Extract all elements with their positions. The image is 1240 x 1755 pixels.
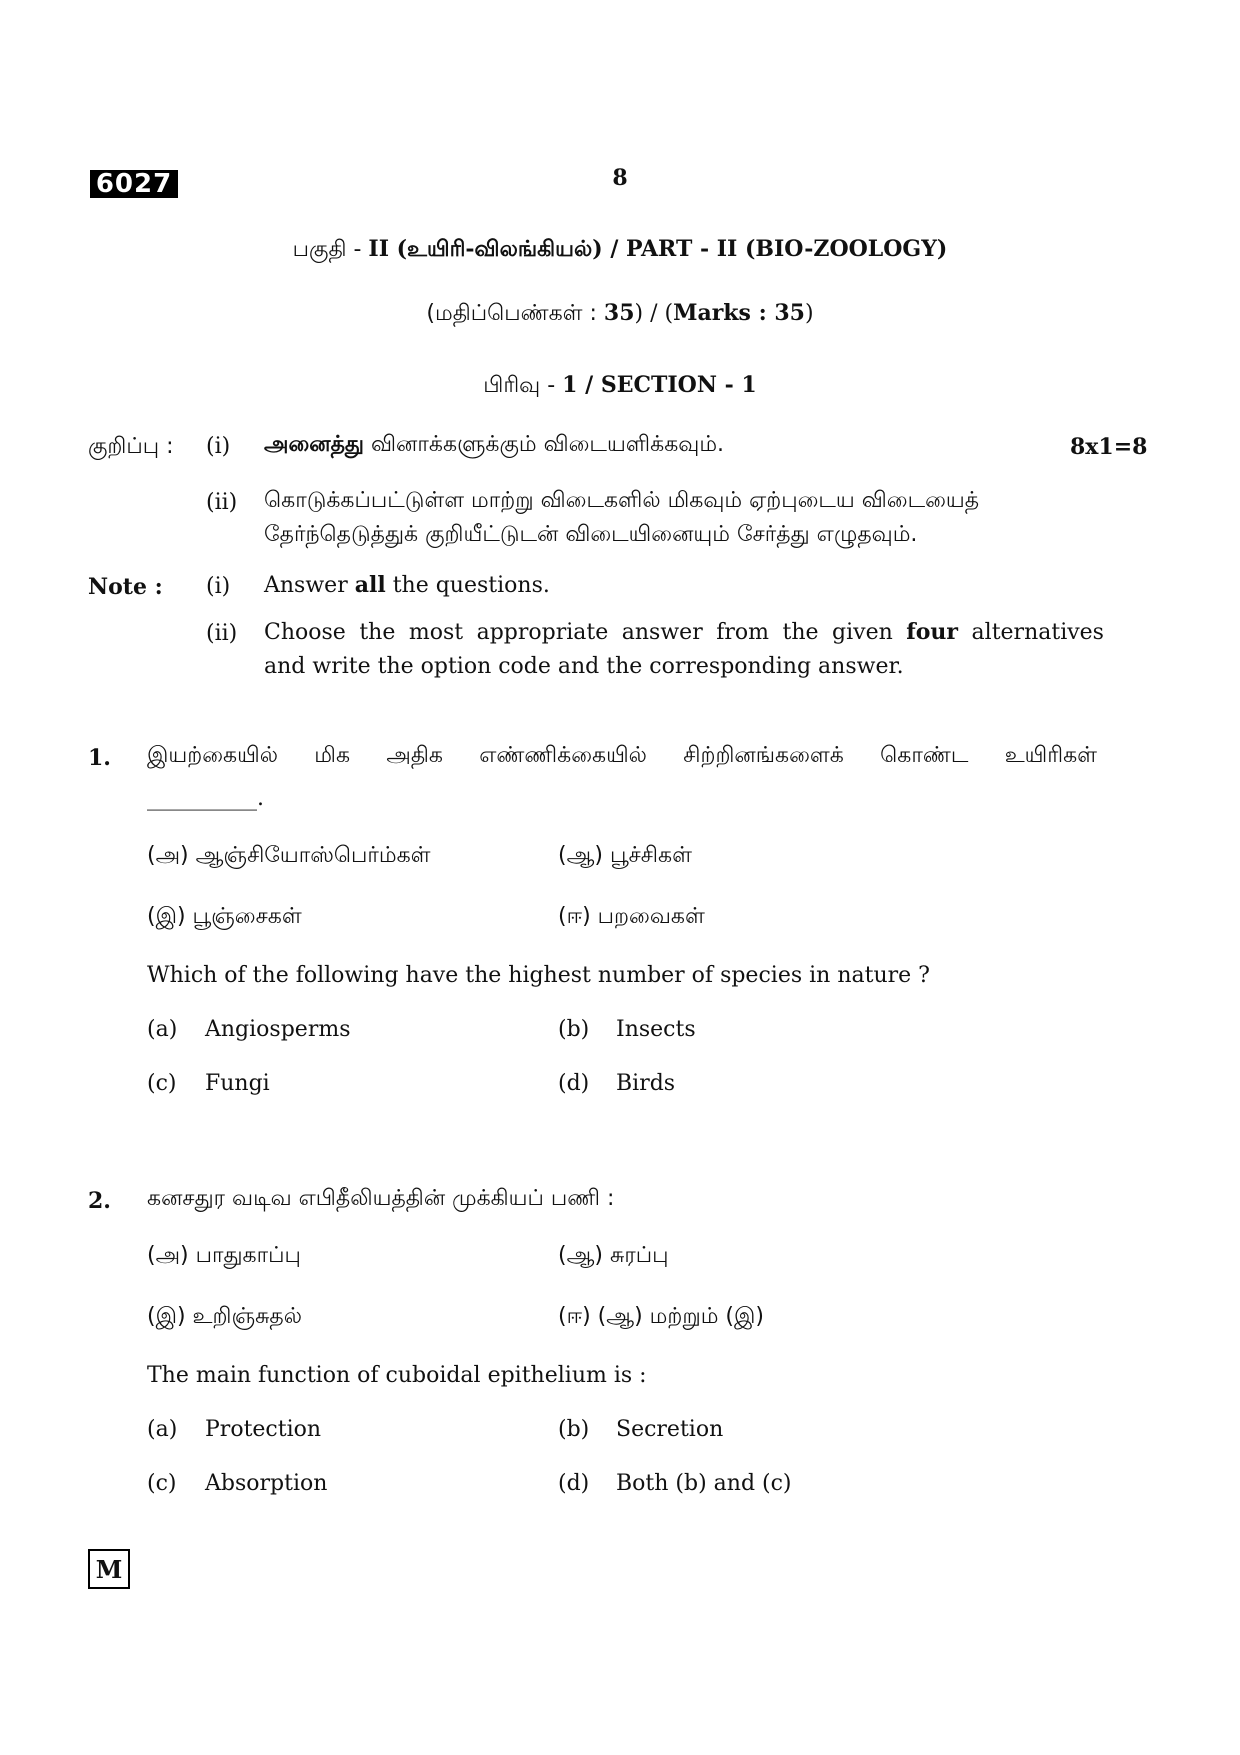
option-text: Angiosperms [205,1017,351,1042]
note-ta-i-text [264,428,724,462]
option-letter: (a) [147,1417,178,1442]
option-en-c [147,1071,270,1096]
marks-ta: (மதிப்பெண்கள் : [426,301,604,326]
note-en-label: Note : [88,574,163,600]
option-text: Secretion [616,1417,724,1442]
option-ta-a: (அ) ஆஞ்சியோஸ்பெர்ம்கள் [147,843,431,868]
note-ta-ii-text [264,484,1094,552]
note-marks: 8x1=8 [1070,434,1148,460]
option-letter: (d) [558,1071,590,1096]
note-en-ii-bold: four [906,619,959,645]
option-letter: (d) [558,1471,590,1496]
section-heading-ta: பிரிவு - [483,373,563,398]
paper-code-badge: 6027 [90,170,178,198]
question-en-text: Which of the following have the highest number of species in nature ? [147,963,930,988]
marks-heading [0,300,1240,329]
question-ta-text: இயற்கையில் மிக அதிக எண்ணிக்கையில் சிற்றினங்களைக் கொண்ட உயிரிகள் [147,743,1097,768]
option-text: Fungi [205,1071,270,1096]
marks-separator: ) / ( [634,301,674,326]
option-ta-c: (இ) உறிஞ்சுதல் [147,1304,303,1329]
section-heading [0,372,1240,401]
marks-ta-value: 35 [603,300,635,326]
note-en-ii-text [264,615,1104,684]
note-ta-label: குறிப்பு : [88,434,174,459]
note-ta-ii-num: (ii) [206,490,238,515]
question-number: 1. [88,745,111,771]
note-en-ii-num: (ii) [206,621,238,646]
option-letter: (b) [558,1017,590,1042]
option-letter: (c) [147,1471,177,1496]
option-ta-d: (ஈ) பறவைகள் [558,904,705,929]
section-heading-rest: 1 / SECTION - 1 [562,372,757,398]
note-en-i-post: the questions. [385,573,550,598]
note-en-ii-line1 [264,615,1104,650]
note-ta-i-bold: அனைத்து [264,432,365,457]
part-heading-ta: பகுதி - [292,237,369,262]
question-blank: __________. [147,786,264,811]
note-en-ii-pre: Choose the most appropriate answer from the given [264,620,907,645]
option-en-a [147,1017,350,1042]
note-en-i-num: (i) [206,574,231,599]
note-en-i-text [264,568,550,603]
option-text: Insects [616,1017,696,1042]
option-ta-b: (ஆ) சுரப்பு [558,1243,669,1268]
note-en-ii-post: alternatives [958,620,1104,645]
option-ta-d: (ஈ) (ஆ) மற்றும் (இ) [558,1304,764,1329]
option-ta-c: (இ) பூஞ்சைகள் [147,904,302,929]
option-text: Birds [616,1071,676,1096]
part-heading-rest: II (உயிரி-விலங்கியல்) / PART - II (BIO-ZOOLOGY) [368,236,948,262]
option-en-b [558,1417,723,1442]
option-letter: (a) [147,1017,178,1042]
note-ta-i-num: (i) [206,434,231,459]
question-ta-text: கனசதுர வடிவ எபிதீலியத்தின் முக்கியப் பணி : [147,1186,615,1211]
option-text: Protection [205,1417,322,1442]
part-heading [0,236,1240,265]
question-number: 2. [88,1188,111,1214]
note-en-i-bold: all [354,572,386,598]
option-letter: (c) [147,1071,177,1096]
note-en-ii-line2: and write the option code and the corresponding answer. [264,654,904,679]
option-ta-b: (ஆ) பூச்சிகள் [558,843,692,868]
question-en-text: The main function of cuboidal epithelium is : [147,1363,647,1388]
option-en-a [147,1417,321,1442]
note-ta-ii-line2: தேர்ந்தெடுத்துக் குறியீட்டுடன் விடையினையும் சேர்த்து எழுதவும். [264,522,918,547]
marks-close: ) [805,301,814,326]
option-en-d [558,1071,675,1096]
option-text: Both (b) and (c) [616,1471,792,1496]
option-en-b [558,1017,696,1042]
option-en-d [558,1471,792,1496]
option-letter: (b) [558,1417,590,1442]
marks-en: Marks : 35 [673,300,805,326]
option-ta-a: (அ) பாதுகாப்பு [147,1243,301,1268]
note-ta-i-rest: வினாக்களுக்கும் விடையளிக்கவும். [364,432,725,457]
note-en-i-pre: Answer [264,573,355,598]
page-number: 8 [612,165,628,191]
medium-mark-box: M [88,1549,130,1589]
note-ta-ii-line1: கொடுக்கப்பட்டுள்ள மாற்று விடைகளில் மிகவும் ஏற்புடைய விடையைத் [264,488,980,513]
option-en-c [147,1471,327,1496]
option-text: Absorption [205,1471,328,1496]
